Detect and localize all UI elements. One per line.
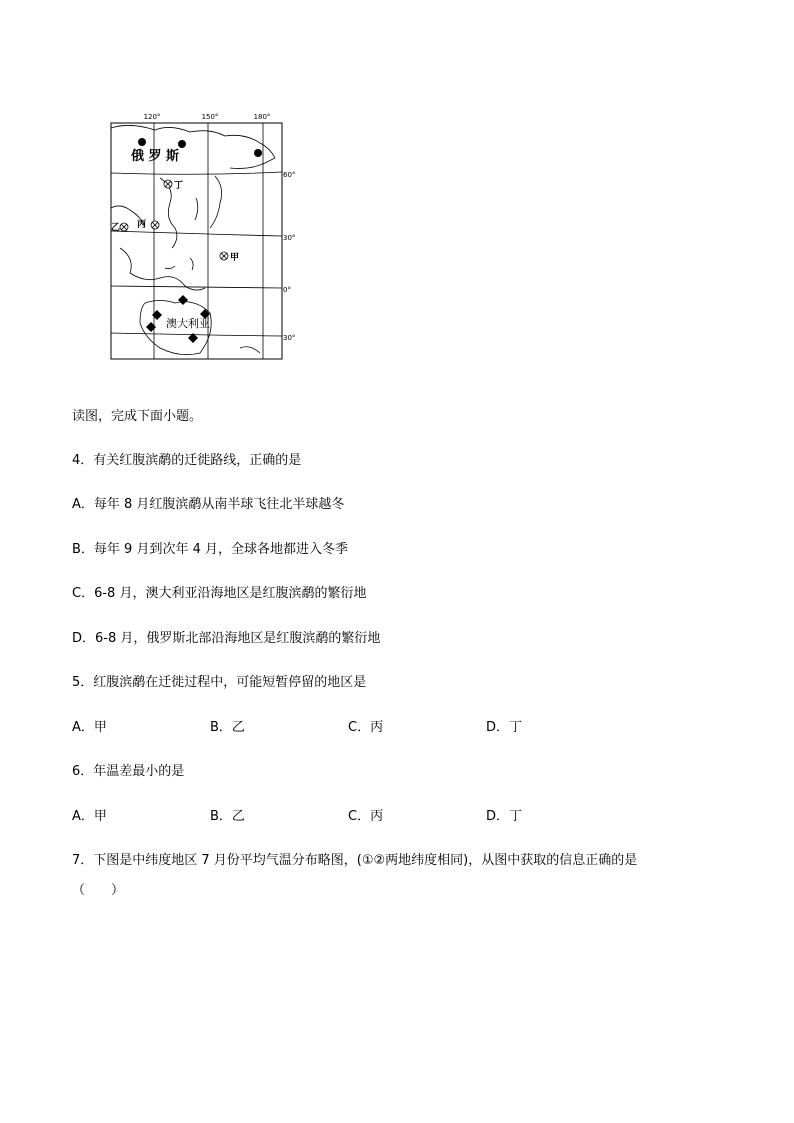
- ding-label: 丁: [174, 181, 184, 191]
- breeding-dot: [178, 140, 186, 148]
- question-5-option-a: A．甲: [72, 720, 107, 735]
- question-4-option-d: D．6-8 月，俄罗斯北部沿海地区是红腹滨鹬的繁衍地: [72, 631, 381, 646]
- bing-label: 丙: [137, 220, 147, 230]
- question-5-stem: 5．红腹滨鹬在迁徙过程中，可能短暂停留的地区是: [72, 675, 367, 690]
- intro-text: 读图，完成下面小题。: [72, 409, 203, 424]
- lon-label-120: 120°: [143, 113, 161, 121]
- lat-label-30s: 30°: [283, 334, 296, 342]
- russia-label: 俄 罗 斯: [131, 149, 180, 164]
- jia-label: 甲: [230, 253, 240, 263]
- question-4-option-a: A．每年 8 月红腹滨鹬从南半球飞往北半球越冬: [72, 497, 345, 512]
- lon-label-150: 150°: [201, 113, 219, 121]
- breeding-dot: [138, 138, 146, 146]
- question-5-option-c: C．丙: [348, 720, 384, 735]
- map-svg: [100, 108, 300, 370]
- question-5-option-b: B．乙: [210, 720, 245, 735]
- yi-label: 乙: [111, 223, 121, 233]
- question-6-option-d: D．丁: [486, 809, 523, 824]
- question-4-option-c: C．6-8 月，澳大利亚沿海地区是红腹滨鹬的繁衍地: [72, 586, 367, 601]
- lat-label-60n: 60°: [283, 171, 296, 179]
- question-6-option-c: C．丙: [348, 809, 384, 824]
- question-6-option-a: A．甲: [72, 809, 107, 824]
- ding-marker: [164, 180, 172, 188]
- migration-map: [100, 108, 300, 370]
- lat-label-30n: 30°: [283, 234, 296, 242]
- breeding-dot: [254, 149, 262, 157]
- question-4-option-b: B．每年 9 月到次年 4 月，全球各地都进入冬季: [72, 542, 348, 557]
- australia-label: 澳大利亚: [166, 317, 210, 330]
- question-6-option-b: B．乙: [210, 809, 245, 824]
- question-7-answer-blank: （ ）: [72, 883, 125, 898]
- lon-label-180: 180°: [253, 113, 271, 121]
- bing-marker: [151, 221, 159, 229]
- question-4-stem: 4．有关红腹滨鹬的迁徙路线，正确的是: [72, 453, 302, 468]
- lat-label-0: 0°: [283, 286, 291, 294]
- jia-marker: [220, 252, 228, 260]
- question-5-option-d: D．丁: [486, 720, 523, 735]
- question-7-stem: 7．下图是中纬度地区 7 月份平均气温分布略图，(①②两地纬度相同)，从图中获取的信息正确的是: [72, 853, 638, 868]
- yi-marker: [120, 223, 128, 231]
- question-6-stem: 6．年温差最小的是: [72, 764, 185, 779]
